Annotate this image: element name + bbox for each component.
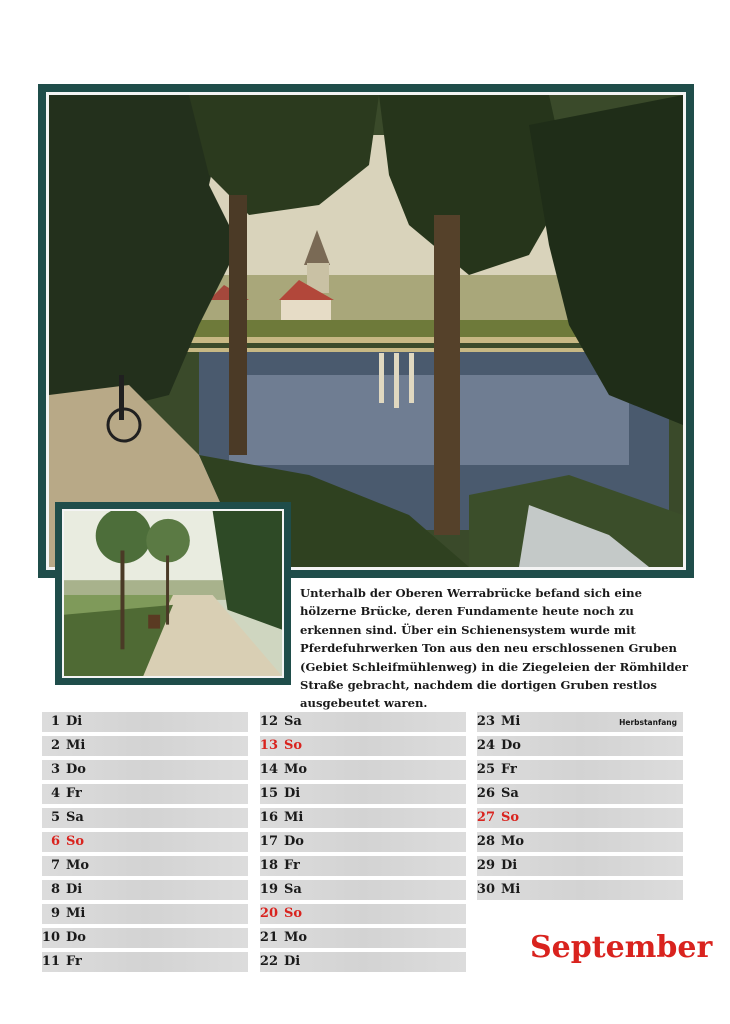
day-number: 15 (259, 786, 278, 801)
calendar-day-row (260, 808, 466, 828)
day-number: 19 (259, 882, 278, 897)
weekday-label: So (284, 738, 303, 753)
weekday-label: Mi (501, 714, 521, 729)
weekday-label: Di (284, 786, 301, 801)
calendar-day-row (260, 880, 466, 900)
day-number: 22 (259, 954, 278, 969)
calendar-day-row (42, 856, 248, 876)
day-note: Herbstanfang (619, 718, 677, 727)
weekday-label: Mi (66, 906, 86, 921)
calendar-day-row (260, 856, 466, 876)
road-illustration (64, 511, 282, 676)
day-number: 25 (476, 762, 495, 777)
calendar-day-row (42, 880, 248, 900)
calendar-column-2 (260, 712, 466, 976)
weekday-label: Mo (501, 834, 525, 849)
weekday-label: Sa (284, 714, 302, 729)
calendar-day-row (260, 904, 466, 924)
calendar-day-row (42, 760, 248, 780)
weekday-label: Mi (284, 810, 304, 825)
calendar-day-row (42, 808, 248, 828)
photo-caption: Unterhalb der Oberen Werrabrücke befand sich eine hölzerne Brücke, deren Fundamente heute noch zu erkennen sind. Über ein Schienensystem wurde mit Pferdefuhrwerken Ton aus den neu erschlossenen Gruben (Gebiet Schleifmühlenweg) in die Ziegeleien der Römhilder Straße gebracht, nachdem die dortigen Gruben restlos ausgebeutet waren. (300, 586, 689, 711)
day-number: 1 (50, 714, 60, 729)
day-number: 28 (476, 834, 495, 849)
day-number: 12 (259, 714, 278, 729)
calendar-day-row (42, 784, 248, 804)
day-number: 11 (41, 954, 60, 969)
bridge-illustration (49, 95, 683, 567)
day-number: 29 (476, 858, 495, 873)
weekday-label: Fr (66, 954, 82, 969)
day-number: 6 (50, 834, 60, 849)
calendar-day-row (477, 808, 683, 828)
weekday-label: Sa (66, 810, 84, 825)
calendar-day-row (42, 736, 248, 756)
calendar-day-row (477, 832, 683, 852)
calendar-day-row (42, 928, 248, 948)
month-title: September (530, 930, 713, 965)
weekday-label: Do (501, 738, 521, 753)
day-number: 8 (50, 882, 60, 897)
day-number: 27 (476, 810, 495, 825)
weekday-label: Sa (501, 786, 519, 801)
weekday-label: Do (284, 834, 304, 849)
day-number: 20 (259, 906, 278, 921)
day-number: 13 (259, 738, 278, 753)
calendar-day-row (42, 712, 248, 732)
calendar-day-row (260, 832, 466, 852)
weekday-label: Mo (284, 762, 308, 777)
calendar-day-row (477, 760, 683, 780)
weekday-label: Mo (284, 930, 308, 945)
weekday-label: Fr (284, 858, 300, 873)
calendar-day-row (260, 928, 466, 948)
weekday-label: Di (501, 858, 518, 873)
day-number: 5 (50, 810, 60, 825)
weekday-label: So (66, 834, 85, 849)
day-number: 23 (476, 714, 495, 729)
weekday-label: Sa (284, 882, 302, 897)
weekday-label: Fr (66, 786, 82, 801)
day-number: 17 (259, 834, 278, 849)
calendar-day-row (477, 856, 683, 876)
day-number: 18 (259, 858, 278, 873)
main-photo-bridge (46, 92, 686, 570)
day-number: 30 (476, 882, 495, 897)
calendar-day-row (42, 952, 248, 972)
day-number: 24 (476, 738, 495, 753)
weekday-label: Fr (501, 762, 517, 777)
weekday-label: So (501, 810, 520, 825)
weekday-label: Di (66, 882, 83, 897)
day-number: 9 (50, 906, 60, 921)
day-number: 10 (41, 930, 60, 945)
day-number: 14 (259, 762, 278, 777)
day-number: 7 (50, 858, 60, 873)
day-number: 4 (50, 786, 60, 801)
calendar-day-row (42, 832, 248, 852)
calendar-day-row (260, 712, 466, 732)
day-number: 3 (50, 762, 60, 777)
calendar-day-row (477, 712, 683, 732)
weekday-label: Di (66, 714, 83, 729)
calendar-day-row (477, 784, 683, 804)
weekday-label: Mo (66, 858, 90, 873)
day-number: 26 (476, 786, 495, 801)
calendar-day-row (260, 952, 466, 972)
calendar-day-row (477, 880, 683, 900)
calendar-day-row (260, 784, 466, 804)
inset-photo-frame (55, 502, 291, 685)
calendar-column-3 (477, 712, 683, 904)
calendar-day-row (260, 760, 466, 780)
day-number: 2 (50, 738, 60, 753)
weekday-label: Do (66, 930, 86, 945)
calendar-day-row (477, 736, 683, 756)
calendar-day-row (42, 904, 248, 924)
day-number: 21 (259, 930, 278, 945)
day-number: 16 (259, 810, 278, 825)
weekday-label: So (284, 906, 303, 921)
weekday-label: Mi (501, 882, 521, 897)
calendar-column-1 (42, 712, 248, 976)
weekday-label: Di (284, 954, 301, 969)
inset-photo-road (62, 509, 284, 678)
weekday-label: Mi (66, 738, 86, 753)
calendar-day-row (260, 736, 466, 756)
weekday-label: Do (66, 762, 86, 777)
